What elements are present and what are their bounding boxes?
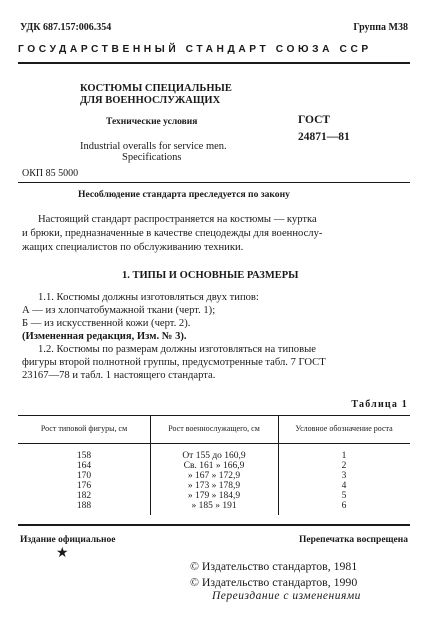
title-block-rule	[18, 182, 410, 183]
udc-code: УДК 687.157:006.354	[20, 22, 112, 33]
table-cell: 3	[341, 471, 347, 481]
table-header-cell: Рост типовой фигуры, см	[40, 424, 128, 433]
doc-title-line1: КОСТЮМЫ СПЕЦИАЛЬНЫЕ	[80, 83, 232, 94]
section-heading: 1. ТИПЫ И ОСНОВНЫЕ РАЗМЕРЫ	[122, 270, 299, 281]
table-cell: 4	[341, 481, 347, 491]
doc-title-en-line1: Industrial overalls for service men.	[80, 141, 227, 152]
table-cell: 182	[76, 491, 92, 501]
gost-label: ГОСТ	[298, 114, 331, 126]
header-rule	[18, 62, 410, 64]
official-edition: Издание официальное	[20, 535, 116, 545]
doc-subtitle: Технические условия	[106, 117, 198, 127]
copyright-1981: © Издательство стандартов, 1981	[190, 559, 358, 573]
clause-1-2-line3: 23167—78 и табл. 1 настоящего стандарта.	[22, 370, 216, 381]
footer-rule	[18, 524, 410, 526]
table-cell: 188	[76, 501, 92, 511]
table-top-rule	[18, 415, 410, 416]
group-code: Группа М38	[353, 22, 408, 33]
table-cell: 1	[341, 451, 347, 461]
reissue-note: Переиздание с изменениями	[212, 590, 361, 602]
table-cell: 158	[76, 451, 92, 461]
table-cell: От 155 до 160,9	[182, 451, 246, 461]
clause-1-2-line1: 1.2. Костюмы по размерам должны изготовляться на типовые	[38, 344, 316, 355]
table-caption: Таблица 1	[351, 399, 408, 410]
table-header-cell: Условное обозначение роста	[295, 424, 393, 433]
table-cell: » 179 » 184,9	[187, 491, 241, 501]
doc-title-en-line2: Specifications	[122, 152, 182, 163]
reprint-prohibited: Перепечатка воспрещена	[298, 535, 408, 545]
table-cell: 6	[341, 501, 347, 511]
clause-1-1: 1.1. Костюмы должны изготовляться двух типов:	[38, 292, 259, 303]
intro-line1: Настоящий стандарт распространяется на костюмы — куртка	[38, 214, 317, 225]
clause-1-1-amendment: (Измененная редакция, Изм. № 3).	[22, 331, 187, 342]
intro-line2: и брюки, предназначенные в качестве спецодежды для военнослу-	[22, 228, 323, 239]
table-cell: 2	[341, 461, 347, 471]
clause-1-1-type-b: Б — из искусственной кожи (черт. 2).	[22, 318, 191, 329]
state-standard-banner: ГОСУДАРСТВЕННЫЙ СТАНДАРТ СОЮЗА ССР	[18, 44, 372, 55]
copyright-1990: © Издательство стандартов, 1990	[190, 575, 358, 589]
table-header-cell: Рост военнослужащего, см	[168, 424, 260, 433]
clause-1-2-line2: фигуры второй полнотной группы, предусмотренные табл. 7 ГОСТ	[22, 357, 326, 368]
table-cell: » 167 » 172,9	[187, 471, 241, 481]
clause-1-1-type-a: А — из хлопчатобумажной ткани (черт. 1);	[22, 305, 216, 316]
table-cell: » 185 » 191	[191, 501, 237, 511]
compliance-note: Несоблюдение стандарта преследуется по закону	[78, 189, 290, 200]
table-cell: 164	[76, 461, 92, 471]
table-cell: Св. 161 » 166,9	[183, 461, 245, 471]
doc-title-line2: ДЛЯ ВОЕННОСЛУЖАЩИХ	[80, 95, 221, 106]
gost-number: 24871—81	[298, 131, 350, 143]
table-cell: 5	[341, 491, 347, 501]
intro-line3: жащих специалистов по обслуживанию техники.	[22, 242, 244, 253]
table-cell: 176	[76, 481, 92, 491]
table-header-rule	[18, 443, 410, 444]
okp-code: ОКП 85 5000	[22, 168, 79, 179]
table-cell: » 173 » 178,9	[187, 481, 241, 491]
table-cell: 170	[76, 471, 92, 481]
star-icon: ★	[56, 546, 69, 561]
